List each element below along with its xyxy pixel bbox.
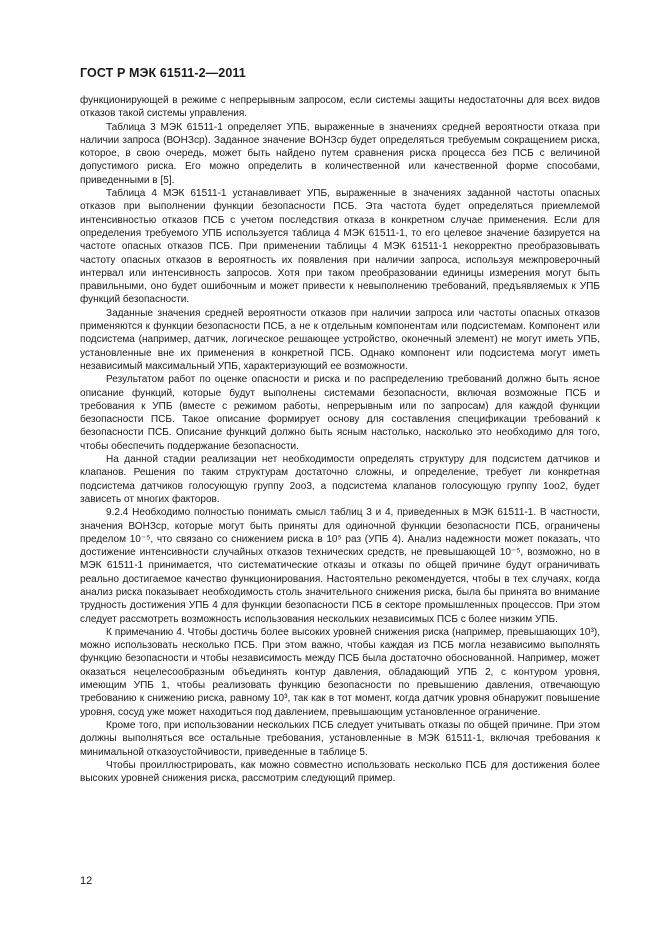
paragraph-table4: Таблица 4 МЭК 61511-1 устанавливает УПБ, выраженные в значениях заданной частоты опасных отказов при выполнении функции безопасности ПСБ. Эта частота будет определяться приемлемой интенсивностью отказов ПСБ с учетом последствия отказа в конкретном случае применения. Если для определения требуемого УПБ используется таблица 4 МЭК 61511-1, то его целевое значение базируется на частоте опасных отказов ПСБ. При применении таблицы 4 МЭК 61511-1 некорректно преобразовывать частоту опасных отказов в вероятность их появления при наличии запроса, используя межпроверочный интервал или интенсивность запросов. Хотя при таком преобразовании единицы измерения могут быть правильными, оно будет ошибочным и может привести к невыполнению требований, предъявляемых к УПБ функций безопасности. <box>80 188 600 306</box>
paragraph-note4: К примечанию 4. Чтобы достичь более высоких уровней снижения риска (например, превышающих 10³), можно использовать несколько ПСБ. При этом важно, чтобы каждая из ПСБ могла независимо выполнять функцию безопасности и чтобы независимость между ПСБ была достаточно обоснованной. Например, может оказаться нецелесообразным объединять контур давления, обладающий УПБ 2, с контуром уровня, имеющим УПБ 1, чтобы реализовать функцию безопасности по превышению давления, отвечающую требованию к снижению риска, равному 10³, так как в тот момент, когда датчик уровня обнаружит повышение уровня, сосуд уже может находиться под давлением, превышающим установленное ограничение. <box>80 626 600 718</box>
paragraph-structure: На данной стадии реализации нет необходимости определять структуру для подсистем датчиков и клапанов. Решения по таким структурам достаточно сложны, и определение, требует ли конкретная подсистема датчиков голосующую группу 2оо3, а подсистема клапанов голосующую группу 1оо2, будет зависеть от многих факторов. <box>80 454 600 505</box>
paragraph-target-values: Заданные значения средней вероятности отказов при наличии запроса или частоты опасных отказов применяются к функции безопасности ПСБ, а не к отдельным компонентам или подсистемам. Компонент или подсистема (например, датчик, логическое решающее устройство, оконечный элемент) не могут иметь УПБ, установленные вне их применения в конкретной ПСБ. Однако компонент или подсистема могут иметь независимый максимальный УПБ, характеризующий ее возможности. <box>80 307 600 372</box>
paragraph-continuation: функционирующей в режиме с непрерывным запросом, если системы защиты недостаточны для всех видов отказов такой системы управления. <box>80 95 600 120</box>
paragraph-9-2-4: 9.2.4 Необходимо полностью понимать смысл таблиц 3 и 4, приведенных в МЭК 61511-1. В частности, значения ВОНЗср, которые могут быть приняты для одиночной функции безопасности ПСБ, ограничены пределом 10⁻⁵, что связано со снижением риска в 10⁵ раз (УПБ 4). Анализ надежности может показать, что достижение интенсивности случайных отказов технических средств, не превышающей 10⁻⁵, возможно, но в МЭК 61511-1 принимается, что систематические отказы и отказы по общей причине будут ограничивать реально достигаемое качество функционирования. Настоятельно рекомендуется, чтобы в тех случаях, когда анализ риска показывает необходимость столь значительного снижения риска, была бы принята во внимание трудность достижения УПБ 4 для функции безопасности ПСБ в секторе промышленных процессов. При этом следует рассмотреть возможность использования нескольких независимых ПСБ с более низким УПБ. <box>80 507 600 625</box>
paragraph-table3: Таблица 3 МЭК 61511-1 определяет УПБ, выраженные в значениях средней вероятности отказа при наличии запроса (ВОНЗср). Заданное значение ВОНЗср будет определяться требуемым сокращением риска, которое, в свою очередь, может быть найдено путем сравнения риска процесса без ПСБ с величиной допустимого риска. Его можно определить в количественной или качественной форме способами, приведенными в [5]. <box>80 121 600 186</box>
document-header: ГОСТ Р МЭК 61511-2—2011 <box>80 66 246 80</box>
document-body <box>80 94 600 785</box>
paragraph-common-cause: Кроме того, при использовании нескольких ПСБ следует учитывать отказы по общей причине. При этом должны выполняться все остальные требования, установленные в МЭК 61511-1, включая требования к минимальной отказоустойчивости, приведенные в таблице 5. <box>80 719 600 758</box>
page-number: 12 <box>80 875 93 887</box>
paragraph-result: Результатом работ по оценке опасности и риска и по распределению требований должно быть ясное описание функций, которые будут выполнены системами безопасности, включая возможные ПСБ и требования к УПБ (вместе с режимом работы, непрерывным или по запросам) для каждой функции безопасности ПСБ. Такое описание формирует основу для составления спецификации требований к безопасности ПСБ. Описание функций должно быть ясным настолько, насколько это необходимо для того, чтобы обеспечить поддержание безопасности. <box>80 374 600 452</box>
paragraph-example: Чтобы проиллюстрировать, как можно совместно использовать несколько ПСБ для достижения более высоких уровней снижения риска, рассмотрим следующий пример. <box>80 759 600 785</box>
